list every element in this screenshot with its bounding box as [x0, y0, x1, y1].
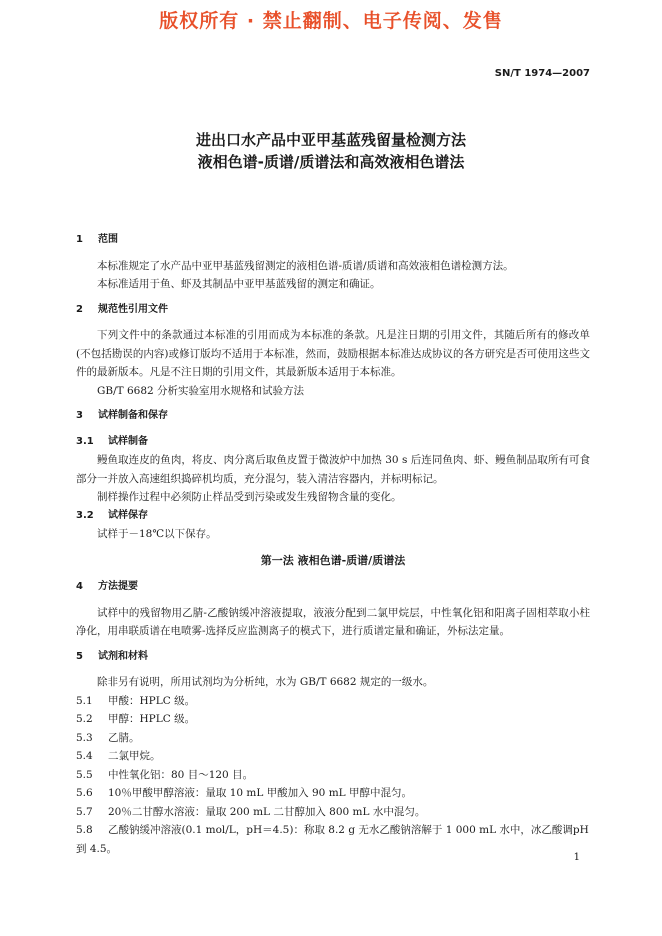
- title-line-2: 液相色谱-质谱/质谱法和高效液相色谱法: [197, 153, 465, 171]
- paragraph: 除非另有说明，所用试剂均为分析纯，水为 GB/T 6682 规定的一级水。: [97, 676, 434, 688]
- list-item: 5.4 二氯甲烷。: [76, 750, 161, 762]
- paragraph: 本标准适用于鱼、虾及其制品中亚甲基蓝残留的测定和确证。: [97, 278, 381, 290]
- list-item: 5.7 20％二甘醇水溶液：量取 200 mL 二甘醇加入 800 mL 水中混匀。: [76, 805, 426, 818]
- list-item: 5.6 10％甲酸甲醇溶液：量取 10 mL 甲酸加入 90 mL 甲醇中混匀。: [76, 787, 412, 799]
- subsection-heading-sample-storage: 3.2 试样保存: [76, 509, 148, 521]
- list-item: 5.5 中性氧化铝：80 目～120 目。: [76, 768, 254, 781]
- subsection-heading-sample-prep: 3.1 试样制备: [76, 435, 148, 447]
- paragraph: 试样于－18℃以下保存。: [97, 528, 217, 540]
- list-item: 5.1 甲酸：HPLC 级。: [76, 694, 196, 707]
- section-heading-scope: 1 范围: [76, 234, 118, 245]
- paragraph: 制样操作过程中必须防止样品受到污染或发生残留物含量的变化。: [97, 491, 402, 503]
- list-item: 5.2 甲醇：HPLC 级。: [76, 713, 196, 725]
- section-heading-reagents: 5 试剂和材料: [76, 650, 148, 662]
- paragraph: 下列文件中的条款通过本标准的引用而成为本标准的条款。凡是注日期的引用文件，其随后所有的修改单(不包括勘误的内容)或修订版均不适用于本标准，然而，鼓励根据本标准达成协议的各方研究是否可使用这些文件的最新版本。凡是不注日期的引用文件，其最新版本适用于本标准。: [76, 329, 590, 378]
- document-body: [76, 224, 590, 858]
- method-heading: 第一法 液相色谱-质谱/质谱法: [260, 553, 406, 567]
- list-item: 5.8 乙酸钠缓冲溶液(0.1 mol/L，pH＝4.5)：称取 8.2 g 无水乙酸钠溶解于 1 000 mL 水中，冰乙酸调pH 到 4.5。: [76, 824, 589, 855]
- document-title: [0, 129, 662, 173]
- standard-code: SN/T 1974—2007: [494, 68, 590, 79]
- paragraph: 本标准规定了水产品中亚甲基蓝残留测定的液相色谱-质谱/质谱和高效液相色谱检测方法。: [97, 259, 514, 272]
- page-number: 1: [573, 852, 580, 863]
- paragraph: 试样中的残留物用乙腈-乙酸钠缓冲溶液提取，液液分配到二氯甲烷层，中性氧化铝和阳离子固相萃取小柱净化，用串联质谱在电喷雾-选择反应监测离子的模式下，进行质谱定量和确证，外标法定量。: [76, 606, 590, 637]
- section-heading-sample-prep: 3 试样制备和保存: [76, 410, 168, 421]
- section-heading-principle: 4 方法提要: [76, 581, 138, 592]
- paragraph: 鳗鱼取连皮的鱼肉，将皮、肉分离后取鱼皮置于微波炉中加热 30 s 后连同鱼肉、虾、鳗鱼制品取所有可食部分一并放入高速组织捣碎机均质，充分混匀，装入清洁容器内，并标明标记。: [76, 454, 590, 485]
- list-item: 5.3 乙腈。: [76, 731, 140, 744]
- section-heading-references: 2 规范性引用文件: [76, 303, 168, 315]
- title-line-1: 进出口水产品中亚甲基蓝残留量检测方法: [195, 131, 466, 149]
- copyright-banner: 版权所有 · 禁止翻制、电子传阅、发售: [159, 10, 503, 32]
- reference-item: GB/T 6682 分析实验室用水规格和试验方法: [97, 384, 305, 397]
